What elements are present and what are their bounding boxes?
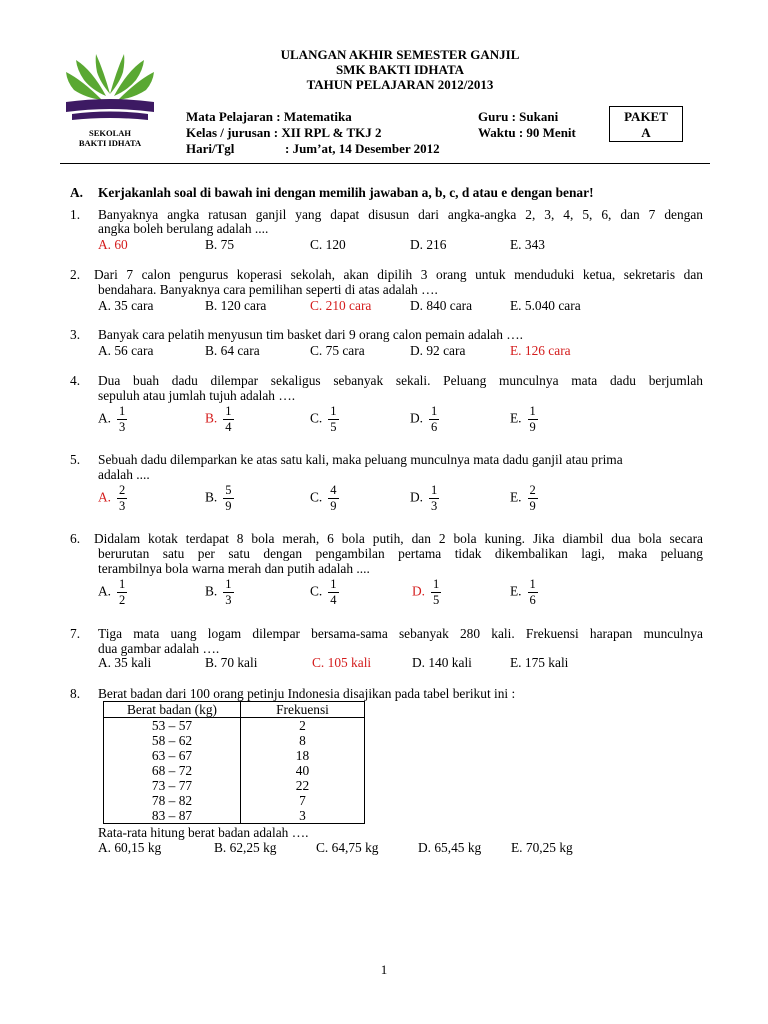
section-letter: A.	[70, 185, 84, 200]
q6-text-line2: berurutan satu per satu dengan pengambilan pertama tidak dikembalikan lagi, maka peluang	[98, 546, 703, 561]
q7-option-d: D. 140 kali	[412, 655, 472, 670]
date-value: : Jum’at, 14 Desember 2012	[285, 141, 440, 156]
q1-text-line2: angka boleh berulang adalah ....	[98, 221, 269, 236]
q6-option-b-label: B.	[205, 583, 218, 599]
teacher-info: Guru : Sukani	[478, 109, 559, 124]
exam-title: ULANGAN AKHIR SEMESTER GANJIL	[280, 47, 520, 62]
q4-option-c-fraction: $\frac{1}{5}$	[330, 404, 337, 434]
q3-option-e: E. 126 cara	[510, 343, 571, 358]
q5-option-a	[98, 483, 127, 514]
table-cell-range: 73 – 77	[104, 778, 241, 793]
q5-option-b	[205, 483, 234, 514]
q8-option-c: C. 64,75 kg	[316, 840, 379, 855]
q5-option-d-label: D.	[410, 489, 424, 505]
q1-option-d: D. 216	[410, 237, 447, 252]
weight-frequency-table	[103, 701, 365, 824]
q6-option-d-fraction: $\frac{1}{5}$	[433, 577, 440, 607]
q5-option-c-fraction: $\frac{4}{9}$	[330, 483, 337, 513]
q2-option-a: A. 35 cara	[98, 298, 154, 313]
q6-option-b	[205, 577, 234, 608]
table-cell-freq: 22	[241, 778, 365, 793]
q7-option-b: B. 70 kali	[205, 655, 258, 670]
paket-box	[609, 106, 683, 142]
q4-option-c	[310, 404, 339, 435]
q6-number: 6.	[70, 531, 81, 546]
q4-option-d-label: D.	[410, 410, 424, 426]
q2-option-e: E. 5.040 cara	[510, 298, 581, 313]
q6-option-c-label: C.	[310, 583, 323, 599]
q1-number: 1.	[70, 207, 81, 222]
q8-number: 8.	[70, 686, 81, 701]
table-row	[104, 718, 365, 734]
q7-text-line2: dua gambar adalah ….	[98, 641, 220, 656]
q6-option-b-fraction: $\frac{1}{3}$	[225, 577, 232, 607]
q5-option-a-fraction: $\frac{2}{3}$	[119, 483, 126, 513]
q7-text-line1: Tiga mata uang logam dilempar bersama-sama sebanyak 280 kali. Frekuensi harapan munculnya	[98, 626, 703, 641]
q6-option-d	[412, 577, 441, 608]
table-row	[104, 748, 365, 763]
q6-option-a-fraction: $\frac{1}{2}$	[119, 577, 126, 607]
q5-option-d-fraction: $\frac{1}{3}$	[431, 483, 438, 513]
q8-option-d: D. 65,45 kg	[418, 840, 482, 855]
school-logo	[62, 52, 158, 124]
time-info: Waktu : 90 Menit	[478, 125, 576, 140]
q5-option-e-fraction: $\frac{2}{9}$	[529, 483, 536, 513]
q6-text-line3: terambilnya bola warna merah dan putih adalah ....	[98, 561, 370, 576]
q3-text-line1: Banyak cara pelatih menyusun tim basket dari 9 orang calon pemain adalah ….	[98, 327, 524, 342]
q4-option-b-fraction: $\frac{1}{4}$	[225, 404, 232, 434]
bakti-idhata-logo-icon	[62, 52, 158, 124]
q4-option-e	[510, 404, 538, 435]
q2-option-b: B. 120 cara	[205, 298, 267, 313]
q7-option-e: E. 175 kali	[510, 655, 569, 670]
q5-option-e	[510, 483, 538, 514]
q3-option-d: D. 92 cara	[410, 343, 466, 358]
logo-text-line1: SEKOLAH	[88, 128, 132, 138]
q2-number: 2.	[70, 267, 81, 282]
header-divider	[60, 163, 710, 164]
table-cell-range: 68 – 72	[104, 763, 241, 778]
date-label: Hari/Tgl	[186, 141, 235, 156]
table-row	[104, 778, 365, 793]
q5-option-a-label: A.	[98, 489, 112, 505]
table-cell-freq: 7	[241, 793, 365, 808]
q5-option-c-label: C.	[310, 489, 323, 505]
q6-option-d-label: D.	[412, 583, 426, 599]
q3-number: 3.	[70, 327, 81, 342]
q5-option-c	[310, 483, 339, 514]
q3-option-a: A. 56 cara	[98, 343, 154, 358]
table-row	[104, 763, 365, 778]
table-header-weight: Berat badan (kg)	[104, 702, 241, 718]
table-header-frequency: Frekuensi	[241, 702, 365, 718]
q7-number: 7.	[70, 626, 81, 641]
page-number: 1	[380, 962, 388, 977]
q8-option-a: A. 60,15 kg	[98, 840, 162, 855]
table-row	[104, 808, 365, 824]
q7-option-c: C. 105 kali	[312, 655, 372, 670]
q4-option-e-fraction: $\frac{1}{9}$	[529, 404, 536, 434]
q6-option-e-label: E.	[510, 583, 522, 599]
table-header-row	[104, 702, 365, 718]
q8-text-after: Rata-rata hitung berat badan adalah ….	[98, 825, 309, 840]
table-row	[104, 793, 365, 808]
q6-text-line1: Didalam kotak terdapat 8 bola merah, 6 bola putih, dan 2 bola kuning. Jika diambil dua bola secara	[94, 531, 703, 546]
q4-option-d-fraction: $\frac{1}{6}$	[431, 404, 438, 434]
table-row	[104, 733, 365, 748]
q1-text-line1: Banyaknya angka ratusan ganjil yang dapat disusun dari angka-angka 2, 3, 4, 5, 6, dan 7 dengan	[98, 207, 703, 222]
q8-option-e: E. 70,25 kg	[511, 840, 573, 855]
q6-option-c-fraction: $\frac{1}{4}$	[330, 577, 337, 607]
q8-option-b: B. 62,25 kg	[214, 840, 277, 855]
logo-text-line2: BAKTI IDHATA	[78, 138, 142, 148]
table-cell-freq: 18	[241, 748, 365, 763]
q5-text-line2: adalah ....	[98, 467, 150, 482]
q4-text-line2: sepuluh atau jumlah tujuh adalah ….	[98, 388, 296, 403]
q4-option-a	[98, 404, 127, 435]
q4-text-line1: Dua buah dadu dilempar sekaligus sebanyak sekali. Peluang munculnya mata dadu berjumlah	[98, 373, 703, 388]
table-cell-range: 58 – 62	[104, 733, 241, 748]
q2-text-line1: Dari 7 calon pengurus koperasi sekolah, akan dipilih 3 orang untuk menduduki ketua, sekretaris dan	[94, 267, 703, 282]
q2-option-d: D. 840 cara	[410, 298, 473, 313]
q1-option-c: C. 120	[310, 237, 346, 252]
q6-option-e-fraction: $\frac{1}{6}$	[529, 577, 536, 607]
table-cell-range: 78 – 82	[104, 793, 241, 808]
q1-option-e: E. 343	[510, 237, 545, 252]
q4-number: 4.	[70, 373, 81, 388]
table-cell-freq: 3	[241, 808, 365, 824]
q5-number: 5.	[70, 452, 81, 467]
q4-option-d	[410, 404, 439, 435]
q3-option-b: B. 64 cara	[205, 343, 260, 358]
q5-option-d	[410, 483, 439, 514]
table-cell-range: 53 – 57	[104, 718, 241, 734]
table-cell-freq: 40	[241, 763, 365, 778]
table-cell-freq: 2	[241, 718, 365, 734]
academic-year: TAHUN PELAJARAN 2012/2013	[306, 77, 494, 92]
paket-value: A	[641, 125, 651, 140]
school-name: SMK BAKTI IDHATA	[335, 62, 465, 77]
paket-label: PAKET	[624, 109, 668, 124]
subject-info: Mata Pelajaran : Matematika	[186, 109, 352, 124]
q1-option-b: B. 75	[205, 237, 235, 252]
q6-option-a	[98, 577, 127, 608]
q4-option-a-label: A.	[98, 410, 112, 426]
q5-option-e-label: E.	[510, 489, 522, 505]
table-cell-range: 83 – 87	[104, 808, 241, 824]
q5-option-b-label: B.	[205, 489, 218, 505]
q4-option-c-label: C.	[310, 410, 323, 426]
q4-option-b	[205, 404, 234, 435]
q8-text-line1: Berat badan dari 100 orang petinju Indonesia disajikan pada tabel berikut ini :	[98, 686, 516, 701]
q6-option-c	[310, 577, 339, 608]
section-instruction: Kerjakanlah soal di bawah ini dengan memilih jawaban a, b, c, d atau e dengan benar!	[98, 185, 594, 200]
q4-option-b-label: B.	[205, 410, 218, 426]
q6-option-e	[510, 577, 538, 608]
q5-option-b-fraction: $\frac{5}{9}$	[225, 483, 232, 513]
table-cell-range: 63 – 67	[104, 748, 241, 763]
q4-option-a-fraction: $\frac{1}{3}$	[119, 404, 126, 434]
table-cell-freq: 8	[241, 733, 365, 748]
q6-option-a-label: A.	[98, 583, 112, 599]
q5-text-line1: Sebuah dadu dilemparkan ke atas satu kali, maka peluang munculnya mata dadu ganjil atau prima	[98, 452, 623, 467]
q2-text-line2: bendahara. Banyaknya cara pemilihan seperti di atas adalah ….	[98, 282, 438, 297]
q2-option-c: C. 210 cara	[310, 298, 372, 313]
q7-option-a: A. 35 kali	[98, 655, 152, 670]
q3-option-c: C. 75 cara	[310, 343, 365, 358]
class-info: Kelas / jurusan : XII RPL & TKJ 2	[186, 125, 382, 140]
q4-option-e-label: E.	[510, 410, 522, 426]
q1-option-a: A. 60	[98, 237, 128, 252]
